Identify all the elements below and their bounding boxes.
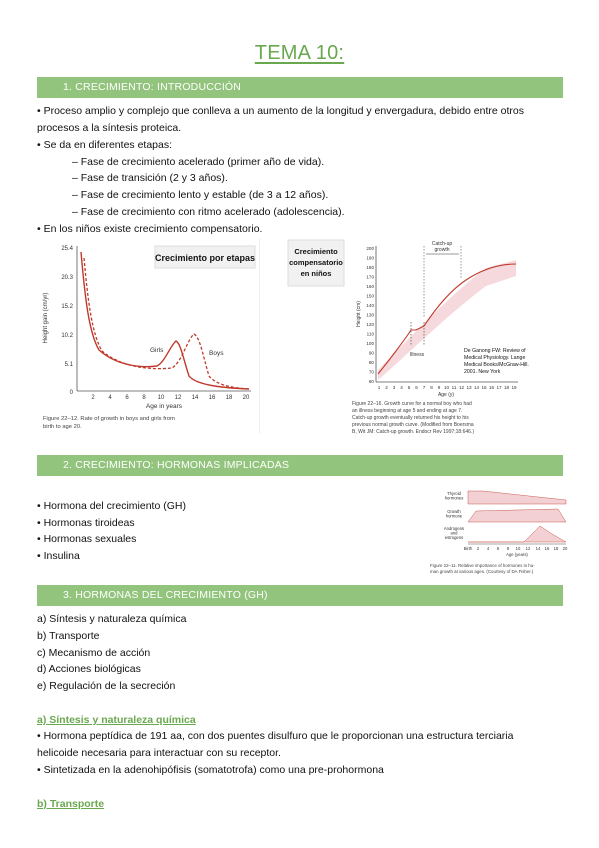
x-tick-label: 10 [515, 546, 521, 551]
sintesis-bullet-2: • Sintetizada en la adenohipófisis (somatotrofa) como una pre-prohormona [37, 764, 384, 776]
row-label: hormones [444, 495, 464, 501]
sintesis-bullet-1b: helicoide necesaria para interactuar con su receptor. [37, 747, 281, 759]
hormone-item: • Hormonas sexuales [37, 533, 137, 545]
gh-list-item: a) Síntesis y naturaleza química [37, 613, 187, 625]
x-tick-label: 12 [525, 546, 531, 551]
x-tick-label: 12 [458, 385, 465, 390]
y-tick-label: 60 [368, 379, 374, 384]
y-tick-label: 140 [366, 303, 374, 308]
intro-bullet-1a: • Proceso amplio y complejo que conlleva a un aumento de la longitud y envergadura, debido entre otros [37, 105, 524, 117]
catch-up-growth-figure [286, 238, 538, 438]
figure-caption: Figure 22–12. Rate of growth in boys and girls from [43, 416, 175, 422]
page-title: TEMA 10: [254, 42, 345, 64]
figure-caption: man growth at various ages. (Courtesy of DA Fisher.) [430, 569, 534, 574]
figure-label: Crecimiento por etapas [154, 253, 256, 263]
hormone-item: • Hormona del crecimiento (GH) [37, 500, 186, 512]
x-tick-label: 8 [142, 395, 146, 401]
x-tick-label: 13 [466, 385, 472, 390]
x-tick-label: 8 [506, 546, 510, 551]
gh-list-item: e) Regulación de la secreción [37, 680, 176, 692]
figure-label-line: en niños [300, 269, 332, 278]
row-label: Thyroid [447, 491, 461, 496]
x-tick-label: 10 [443, 385, 450, 390]
y-axis-label: Height gain (cm/yr) [43, 292, 49, 344]
x-tick-label: 6 [125, 395, 129, 401]
intro-bullet-1b: procesos a la síntesis proteica. [37, 122, 182, 134]
stage-item: – Fase de crecimiento acelerado (primer año de vida). [72, 156, 325, 168]
x-tick-label: 1 [377, 385, 381, 390]
x-tick-label: 6 [496, 546, 500, 551]
x-axis-label: Age (y) [437, 392, 455, 398]
hormone-importance-figure [428, 488, 568, 578]
intro-bullet-2: • Se da en diferentes etapas: [37, 139, 173, 151]
y-tick-label: 10.2 [61, 333, 73, 339]
x-tick-label: 8 [430, 385, 433, 390]
y-tick-label: 25.4 [61, 246, 73, 252]
gh-list-item: b) Transporte [37, 630, 100, 642]
section-header-hormonas-crecimiento: 3. HORMONAS DEL CRECIMIENTO (GH) [37, 585, 563, 606]
reference-line: Medical Books/McGraw-Hill. [464, 362, 529, 368]
x-tick-label: 19 [511, 385, 517, 390]
y-tick-label: 170 [366, 274, 374, 280]
figure-caption: birth to age 20. [43, 424, 82, 430]
x-tick-label: 10 [157, 395, 165, 401]
y-tick-label: 5.1 [64, 362, 73, 368]
stage-item: – Fase de crecimiento con ritmo acelerado (adolescencia). [72, 206, 345, 218]
boys-label: Boys [209, 350, 224, 357]
illness-label: Illness [409, 352, 425, 358]
x-tick-label: 18 [225, 395, 233, 401]
x-tick-label: 2 [476, 546, 480, 551]
x-tick-label: 16 [488, 385, 495, 390]
x-tick-label: 20 [242, 395, 250, 401]
row-label: Growth [447, 509, 461, 514]
x-tick-label: Birth [463, 546, 473, 551]
x-tick-label: 15 [481, 385, 487, 390]
y-tick-label: 100 [366, 341, 374, 346]
x-tick-label: 2 [91, 395, 95, 401]
x-tick-label: 4 [108, 395, 112, 401]
x-tick-label: 16 [544, 546, 550, 551]
figure-caption: Figure 22–16. Growth curve for a normal boy who had [352, 401, 472, 407]
x-tick-label: 6 [415, 385, 418, 390]
figure-label-line: compensatorio [289, 258, 343, 267]
sintesis-bullet-1a: • Hormona peptídica de 191 aa, con dos puentes disulfuro que le proporcionan una estructura terciaria [37, 730, 514, 742]
y-tick-label: 70 [368, 369, 374, 375]
y-tick-label: 110 [366, 331, 374, 337]
reference-line: De Ganong FW: Review of [464, 348, 526, 354]
x-tick-label: 12 [174, 395, 182, 401]
y-tick-label: 15.2 [61, 304, 73, 310]
y-tick-label: 90 [368, 350, 374, 356]
section-header-crecimiento-introduccion: 1. CRECIMIENTO: INTRODUCCIÓN [37, 77, 563, 98]
x-axis-label: Age (years) [506, 552, 528, 557]
growth-hormone-band [468, 509, 566, 522]
growth-rate-figure [37, 238, 263, 438]
reference-line: 2001. New York [464, 369, 501, 375]
x-tick-label: 4 [400, 385, 403, 390]
figure-caption: Figure 22–11. Relative importance of hormones in hu- [430, 563, 535, 568]
girls-label: Girls [150, 347, 164, 354]
figure-caption: previous normal growth curve. (Modified from Boersma [352, 422, 474, 428]
x-tick-label: 4 [486, 546, 490, 551]
y-tick-label: 190 [366, 255, 374, 261]
x-tick-label: 5 [407, 385, 411, 390]
x-tick-label: 18 [503, 385, 510, 390]
gh-list-item: c) Mecanismo de acción [37, 647, 151, 659]
section-header-hormonas-implicadas: 2. CRECIMIENTO: HORMONAS IMPLICADAS [37, 455, 563, 476]
row-label: Androgens [443, 526, 465, 531]
y-tick-label: 160 [366, 284, 374, 289]
x-tick-label: 16 [208, 395, 216, 401]
x-tick-label: 20 [562, 546, 568, 551]
subsection-title-transporte: b) Transporte [37, 798, 105, 810]
hormone-item: • Hormonas tiroideas [37, 517, 135, 529]
x-tick-label: 9 [437, 385, 441, 390]
stage-item: – Fase de transición (2 y 3 años). [72, 172, 228, 184]
x-tick-label: 2 [385, 385, 388, 390]
y-tick-label: 150 [366, 293, 374, 299]
figure-caption: an illness beginning at age 5 and ending at age 7. [352, 408, 463, 414]
y-tick-label: 120 [366, 322, 374, 327]
x-axis-label: Age in years [145, 403, 183, 410]
figure-label-line: Crecimiento [294, 247, 338, 256]
subsection-title-sintesis: a) Síntesis y naturaleza química [37, 714, 196, 726]
row-label: hormone [445, 513, 463, 519]
y-axis-label: Height (cm) [356, 301, 362, 327]
catch-up-label: Catch-up [431, 241, 453, 247]
hormone-item: • Insulina [37, 550, 80, 562]
x-tick-label: 3 [392, 385, 396, 390]
y-tick-label: 130 [366, 312, 374, 318]
x-tick-label: 7 [422, 385, 426, 390]
gh-list-item: d) Acciones biológicas [37, 663, 141, 675]
catch-up-label: growth [434, 247, 450, 253]
figure-caption: Catch-up growth eventually returned his height to his [352, 415, 469, 421]
row-label: and [450, 530, 458, 536]
x-tick-label: 14 [191, 395, 199, 401]
y-tick-label: 200 [366, 246, 374, 251]
x-tick-label: 17 [496, 385, 502, 390]
x-tick-label: 18 [553, 546, 559, 551]
figure-divider [259, 238, 260, 434]
y-tick-label: 80 [368, 360, 374, 365]
y-tick-label: 180 [366, 265, 374, 270]
reference-line: Medical Physiology. Lange [464, 355, 526, 361]
x-tick-label: 14 [535, 546, 541, 551]
intro-bullet-3: • En los niños existe crecimiento compensatorio. [37, 223, 263, 235]
x-tick-label: 14 [473, 385, 480, 390]
row-label: estrogens [444, 535, 464, 540]
stage-item: – Fase de crecimiento lento y estable (de 3 a 12 años). [72, 189, 329, 201]
y-tick-label: 0 [69, 390, 73, 396]
y-tick-label: 20.3 [61, 275, 73, 281]
x-tick-label: 11 [451, 385, 457, 390]
figure-caption: B, Wit JM: Catch-up growth. Endocr Rev 1997;18:646.) [352, 429, 474, 435]
